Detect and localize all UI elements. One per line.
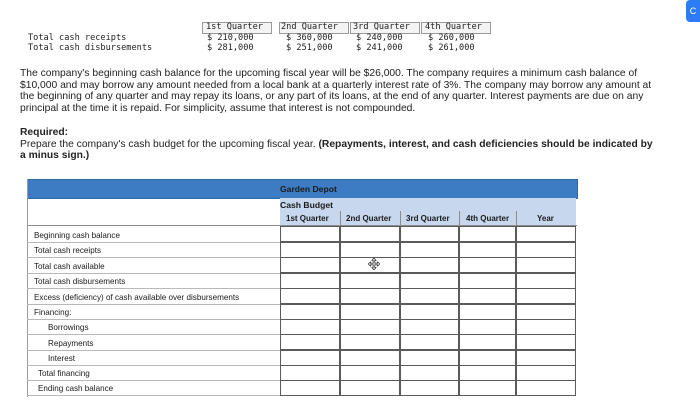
budget-input-r3-q1[interactable] — [280, 273, 340, 289]
budget-input-r7-q1[interactable] — [280, 334, 340, 350]
budget-input-r9-q3[interactable] — [400, 365, 459, 381]
row-ending-cash: Ending cash balance — [38, 384, 114, 393]
col-header-q1: 1st Quarter — [286, 214, 329, 223]
budget-input-r4-year[interactable] — [516, 288, 576, 304]
row-beginning-cash: Beginning cash balance — [34, 231, 120, 240]
given-receipts-label: Total cash receipts — [28, 33, 127, 43]
budget-input-r6-q3[interactable] — [400, 319, 459, 335]
budget-input-r8-year[interactable] — [516, 350, 576, 366]
budget-input-r5-q4[interactable] — [459, 304, 516, 320]
budget-input-r3-q3[interactable] — [400, 273, 459, 289]
col-header-q3: 3rd Quarter — [406, 214, 450, 223]
budget-input-r2-q1[interactable] — [280, 257, 340, 273]
row-rule — [27, 319, 280, 320]
budget-input-r2-q3[interactable] — [400, 257, 459, 273]
row-rule — [27, 257, 280, 258]
budget-input-r10-q3[interactable] — [400, 380, 459, 396]
cash-budget-worksheet — [27, 179, 580, 397]
budget-input-r0-q1[interactable] — [280, 226, 340, 242]
budget-input-r10-year[interactable] — [516, 380, 576, 396]
budget-input-r5-q1[interactable] — [280, 304, 340, 320]
given-disb-q1: $ 281,000 — [207, 43, 254, 53]
given-disb-q2: $ 251,000 — [286, 43, 333, 53]
row-total-available: Total cash available — [34, 262, 105, 271]
col-header-year: Year — [537, 214, 554, 223]
budget-input-r10-q2[interactable] — [340, 380, 400, 396]
budget-input-r9-q4[interactable] — [459, 365, 516, 381]
budget-input-r8-q1[interactable] — [280, 350, 340, 366]
budget-input-r0-q3[interactable] — [400, 226, 459, 242]
budget-input-r8-q4[interactable] — [459, 350, 516, 366]
budget-input-r1-q3[interactable] — [400, 242, 459, 258]
budget-input-r2-year[interactable] — [516, 257, 576, 273]
col-header-q2: 2nd Quarter — [346, 214, 392, 223]
given-receipts-q4: $ 260,000 — [428, 33, 475, 43]
given-receipts-q3: $ 240,000 — [356, 33, 403, 43]
given-q4-header: 4th Quarter — [425, 22, 482, 32]
col-divider — [400, 211, 401, 225]
problem-paragraph: The company's beginning cash balance for the upcoming fiscal year will be $26,000. The company requires a minimum cash balance of $10,000 and may borrow any amount needed from a local bank at a quarterly interest rate of 3%. The company may borrow any amount at the beginning of any quarter and may repay its loans, or any part of its loans, at the end of any quarter. Interest payments are due on any principal at the time it is repaid. For simplicity, assume that interest is not compounded. — [20, 68, 652, 114]
row-rule — [27, 395, 280, 396]
budget-input-r3-q4[interactable] — [459, 273, 516, 289]
budget-input-r4-q1[interactable] — [280, 288, 340, 304]
row-excess-deficiency: Excess (deficiency) of cash available over disbursements — [34, 293, 240, 302]
budget-input-r8-q2[interactable] — [340, 350, 400, 366]
budget-input-r5-q3[interactable] — [400, 304, 459, 320]
row-rule — [27, 365, 280, 366]
side-panel-tab[interactable]: C — [686, 0, 700, 22]
budget-input-r0-year[interactable] — [516, 226, 576, 242]
given-data-table — [0, 0, 700, 60]
given-disb-q4: $ 261,000 — [428, 43, 475, 53]
budget-input-r3-q2[interactable] — [340, 273, 400, 289]
budget-input-r9-q2[interactable] — [340, 365, 400, 381]
budget-input-r9-q1[interactable] — [280, 365, 340, 381]
given-disb-q3: $ 241,000 — [356, 43, 403, 53]
budget-input-r4-q4[interactable] — [459, 288, 516, 304]
budget-input-r3-year[interactable] — [516, 273, 576, 289]
given-disbursements-label: Total cash disbursements — [28, 43, 153, 53]
row-total-financing: Total financing — [38, 369, 90, 378]
given-q1-header: 1st Quarter — [206, 22, 263, 32]
budget-input-r9-year[interactable] — [516, 365, 576, 381]
budget-input-r1-q2[interactable] — [340, 242, 400, 258]
budget-input-r4-q2[interactable] — [340, 288, 400, 304]
budget-input-r6-q4[interactable] — [459, 319, 516, 335]
row-financing-heading: Financing: — [34, 308, 72, 317]
given-receipts-q1: $ 210,000 — [207, 33, 254, 43]
row-repayments: Repayments — [48, 339, 94, 348]
col-divider — [340, 211, 341, 225]
col-divider — [516, 211, 517, 225]
budget-input-r7-q3[interactable] — [400, 334, 459, 350]
move-cursor-icon — [368, 258, 380, 270]
budget-input-r5-year[interactable] — [516, 304, 576, 320]
row-total-receipts: Total cash receipts — [34, 246, 102, 255]
row-rule — [27, 334, 280, 335]
budget-input-r0-q4[interactable] — [459, 226, 516, 242]
row-total-disbursements: Total cash disbursements — [34, 277, 126, 286]
row-rule — [27, 242, 280, 243]
row-rule — [27, 304, 280, 305]
budget-input-r7-q4[interactable] — [459, 334, 516, 350]
budget-input-r1-year[interactable] — [516, 242, 576, 258]
budget-input-r1-q1[interactable] — [280, 242, 340, 258]
required-instructions — [20, 139, 660, 162]
col-divider — [459, 211, 460, 225]
budget-input-r8-q3[interactable] — [400, 350, 459, 366]
required-text: Prepare the company's cash budget for the upcoming fiscal year. — [20, 138, 319, 150]
budget-input-r7-q2[interactable] — [340, 334, 400, 350]
given-q2-header: 2nd Quarter — [281, 22, 338, 32]
given-receipts-q2: $ 360,000 — [286, 33, 333, 43]
row-interest: Interest — [48, 354, 75, 363]
budget-company-name: Garden Depot — [280, 184, 337, 194]
col-header-q4: 4th Quarter — [466, 214, 510, 223]
budget-input-r0-q2[interactable] — [340, 226, 400, 242]
required-emphasis: (Repayments, interest, and cash deficiencies should be indicated by a minus sign.) — [20, 138, 653, 162]
budget-input-r7-year[interactable] — [516, 334, 576, 350]
row-rule — [27, 288, 280, 289]
required-section — [20, 127, 660, 162]
budget-input-r10-q1[interactable] — [280, 380, 340, 396]
budget-input-r1-q4[interactable] — [459, 242, 516, 258]
budget-input-r5-q2[interactable] — [340, 304, 400, 320]
budget-title: Cash Budget — [280, 200, 333, 210]
row-rule — [27, 380, 280, 381]
given-q3-header: 3rd Quarter — [353, 22, 410, 32]
budget-input-r4-q3[interactable] — [400, 288, 459, 304]
row-borrowings: Borrowings — [48, 323, 89, 332]
row-rule — [27, 350, 280, 351]
budget-input-r10-q4[interactable] — [459, 380, 516, 396]
row-rule — [27, 273, 280, 274]
budget-input-r6-q1[interactable] — [280, 319, 340, 335]
budget-input-r6-year[interactable] — [516, 319, 576, 335]
budget-input-r2-q4[interactable] — [459, 257, 516, 273]
required-title: Required: — [20, 127, 69, 138]
budget-input-r6-q2[interactable] — [340, 319, 400, 335]
